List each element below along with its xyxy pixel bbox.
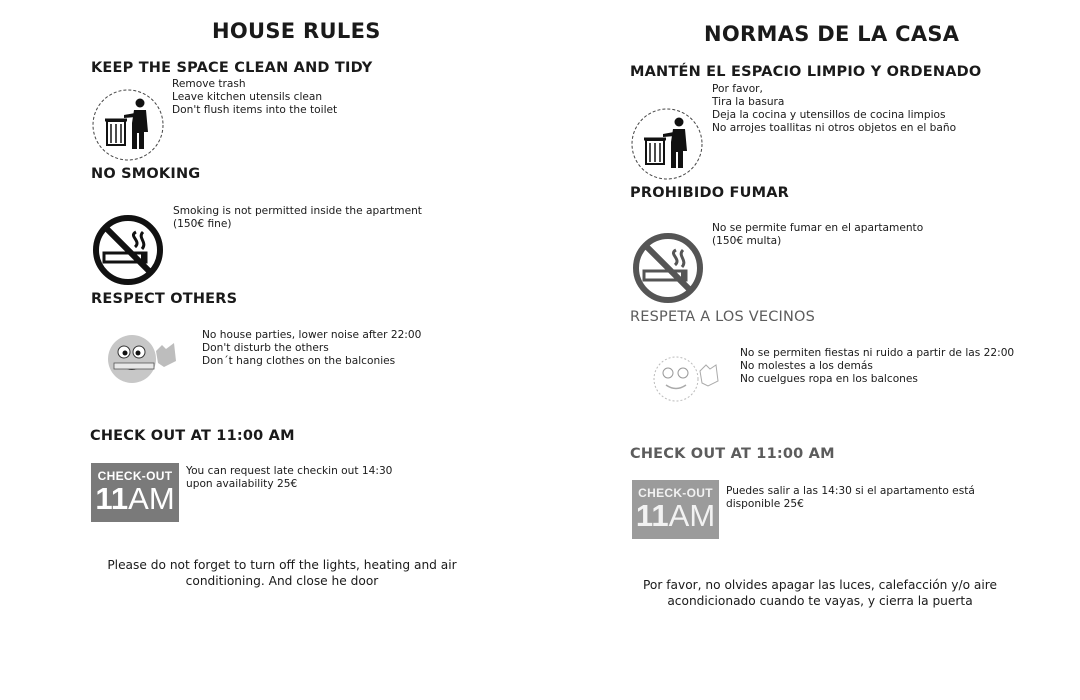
- english-smoking-heading: NO SMOKING: [91, 166, 201, 182]
- checkout-badge-unit: AM: [128, 481, 175, 516]
- english-respect-line: Don't disturb the others: [202, 342, 329, 354]
- trash-bin-icon: [629, 106, 705, 182]
- spanish-checkout-line: Puedes salir a las 14:30 si el apartamento está: [726, 485, 975, 497]
- smiley-icon: [104, 333, 184, 385]
- spanish-footer: [630, 577, 1010, 609]
- english-smoking-text: [173, 205, 422, 231]
- english-smoking-line: (150€ fine): [173, 218, 232, 230]
- spanish-respect-text: [740, 347, 1014, 386]
- spanish-clean-text: [712, 83, 956, 135]
- english-respect-text: [202, 329, 421, 368]
- english-checkout-text: [186, 465, 392, 491]
- spanish-respect-heading: RESPETA A LOS VECINOS: [630, 309, 816, 325]
- english-respect-line: Don´t hang clothes on the balconies: [202, 355, 396, 367]
- english-clean-heading: KEEP THE SPACE CLEAN AND TIDY: [91, 60, 373, 76]
- english-clean-text: [172, 78, 337, 117]
- spanish-clean-heading: MANTÉN EL ESPACIO LIMPIO Y ORDENADO: [630, 64, 982, 80]
- spanish-clean-line: Tira la basura: [712, 96, 785, 108]
- english-clean-line: Remove trash: [172, 78, 246, 90]
- spanish-checkout-heading: CHECK OUT AT 11:00 AM: [630, 446, 835, 462]
- spanish-smoking-text: [712, 222, 923, 248]
- spanish-respect-line: No molestes a los demás: [740, 360, 873, 372]
- english-respect-heading: RESPECT OTHERS: [91, 291, 238, 307]
- english-clean-line: Leave kitchen utensils clean: [172, 91, 323, 103]
- smiley-icon: [646, 353, 726, 405]
- english-respect-line: No house parties, lower noise after 22:00: [202, 329, 422, 341]
- spanish-clean-line: Por favor,: [712, 83, 763, 95]
- no-smoking-icon: [632, 232, 704, 304]
- spanish-clean-line: No arrojes toallitas ni otros objetos en el baño: [712, 122, 957, 134]
- spanish-checkout-line: disponible 25€: [726, 498, 804, 510]
- checkout-badge: [632, 480, 719, 539]
- english-smoking-line: Smoking is not permitted inside the apartment: [173, 205, 422, 217]
- english-checkout-line: You can request late checkin out 14:30: [186, 465, 393, 477]
- checkout-badge: [91, 463, 179, 522]
- checkout-badge-hour: 11: [635, 498, 669, 533]
- checkout-badge-label: CHECK-OUT: [638, 486, 713, 500]
- checkout-badge-hour: 11: [95, 481, 129, 516]
- spanish-respect-line: No cuelgues ropa en los balcones: [740, 373, 918, 385]
- spanish-smoking-line: No se permite fumar en el apartamento: [712, 222, 924, 234]
- spanish-footer-line: Por favor, no olvides apagar las luces, calefacción y/o aire: [642, 578, 998, 592]
- spanish-respect-line: No se permiten fiestas ni ruido a partir de las 22:00: [740, 347, 1015, 359]
- spanish-smoking-heading: PROHIBIDO FUMAR: [630, 185, 790, 201]
- trash-bin-icon: [90, 87, 166, 163]
- spanish-clean-line: Deja la cocina y utensillos de cocina limpios: [712, 109, 946, 121]
- spanish-title: NORMAS DE LA CASA: [704, 22, 960, 46]
- english-title: HOUSE RULES: [212, 19, 381, 43]
- no-smoking-icon: [92, 214, 164, 286]
- english-checkout-line: upon availability 25€: [186, 478, 298, 490]
- spanish-smoking-line: (150€ multa): [712, 235, 782, 247]
- spanish-checkout-text: [726, 485, 975, 511]
- checkout-badge-label: CHECK-OUT: [97, 469, 173, 483]
- english-checkout-heading: CHECK OUT AT 11:00 AM: [90, 428, 295, 444]
- english-footer: [90, 557, 474, 589]
- english-clean-line: Don't flush items into the toilet: [172, 104, 338, 116]
- english-footer-line: conditioning. And close he door: [185, 574, 379, 588]
- spanish-footer-line: acondicionado cuando te vayas, y cierra la puerta: [667, 594, 973, 608]
- checkout-badge-unit: AM: [668, 498, 716, 533]
- english-footer-line: Please do not forget to turn off the lights, heating and air: [107, 558, 457, 572]
